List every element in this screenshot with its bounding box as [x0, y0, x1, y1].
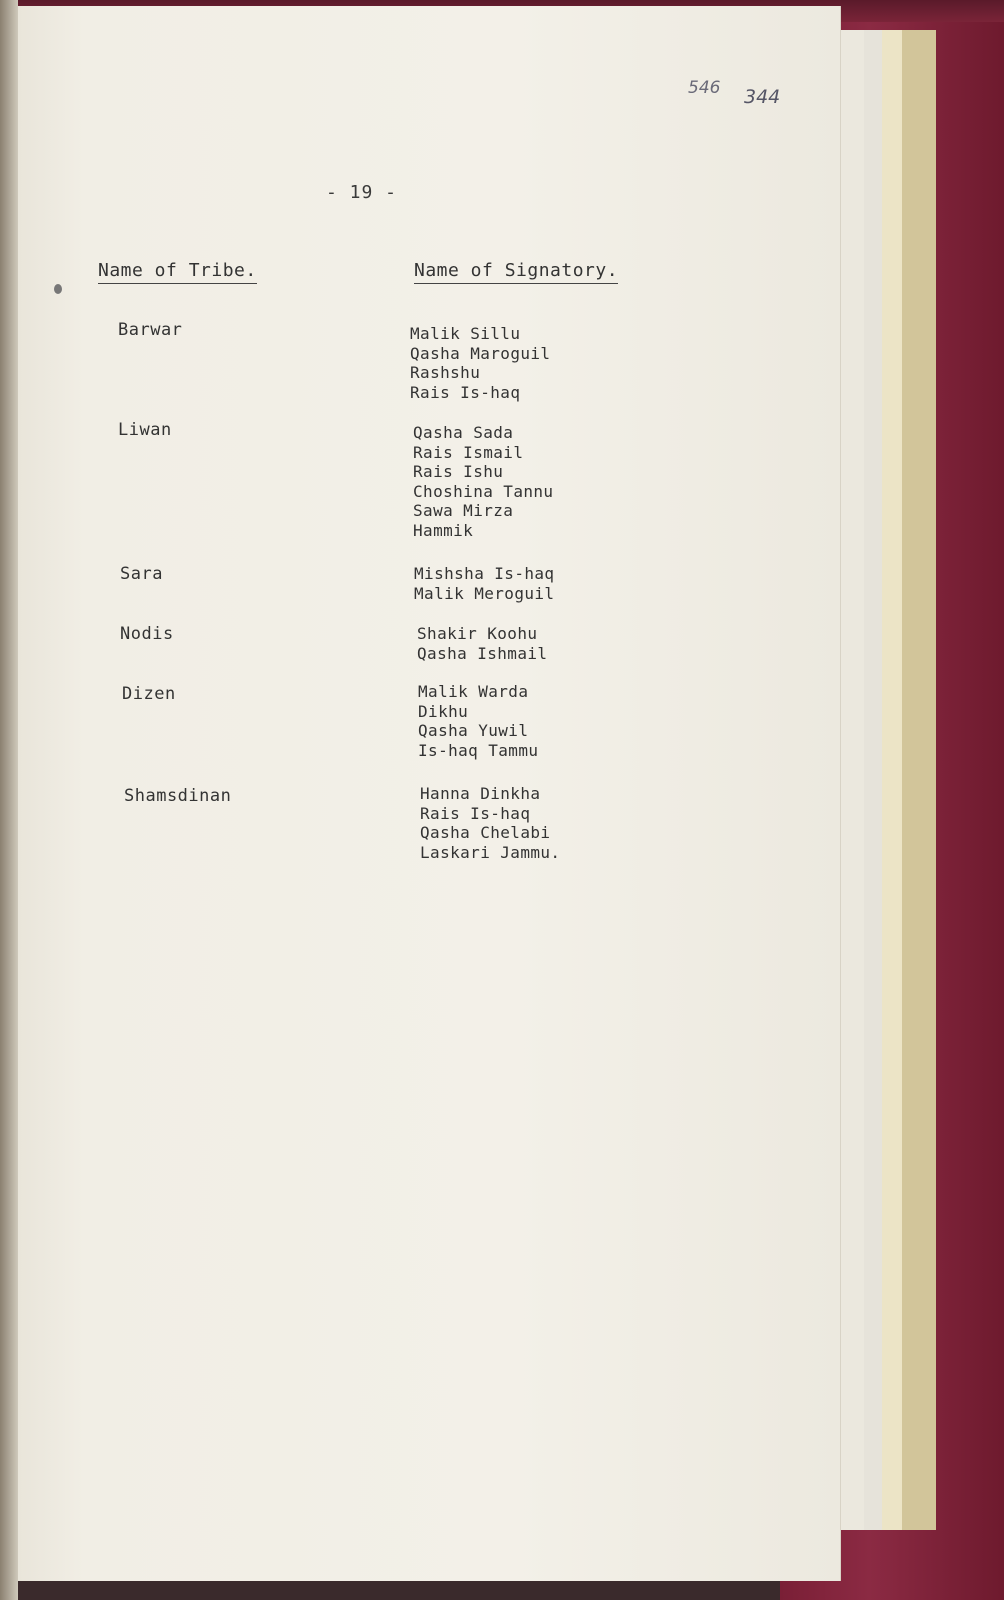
signatory: Is-haq Tammu	[418, 740, 539, 760]
signatory: Malik Warda	[418, 682, 529, 701]
signatory: Rais Ishu	[413, 462, 504, 481]
header-tribe: Name of Tribe.	[98, 260, 257, 284]
folio-number-secondary: 344	[744, 86, 781, 108]
page-number: - 19 -	[326, 182, 398, 203]
signatory-list	[420, 784, 560, 862]
signatory: Mishsha Is-haq	[414, 564, 555, 583]
signatory-list	[414, 564, 554, 603]
signatory: Laskari Jammu.	[420, 842, 561, 862]
signatory: Qasha Maroguil	[410, 343, 551, 363]
signatory: Qasha Sada	[413, 423, 514, 442]
signatory-list	[417, 624, 547, 663]
left-gutter	[0, 0, 18, 1600]
tribe-name: Barwar	[118, 320, 183, 340]
punch-mark	[54, 284, 62, 294]
tribe-name: Liwan	[118, 420, 172, 440]
tribe-name: Nodis	[120, 624, 174, 644]
signatory: Rais Ismail	[413, 442, 524, 462]
signatory: Choshina Tannu	[413, 481, 554, 501]
signatory: Shakir Koohu	[417, 624, 538, 643]
page-edge	[880, 30, 902, 1530]
signatory: Hammik	[413, 520, 474, 540]
signatory: Qasha Chelabi	[420, 823, 551, 842]
signatory: Rais Is-haq	[420, 803, 531, 823]
signatory: Hanna Dinkha	[420, 784, 541, 803]
signatory: Dikhu	[418, 701, 469, 721]
signatory-list	[418, 682, 538, 760]
tribe-name: Shamsdinan	[124, 786, 232, 806]
tribe-name: Dizen	[122, 684, 176, 704]
signatory-list	[410, 324, 550, 402]
folio-number: 546	[688, 78, 721, 98]
signatory: Rashshu	[410, 363, 481, 382]
signatory: Qasha Ishmail	[417, 643, 548, 663]
signatory-list	[413, 423, 553, 540]
signatory: Malik Sillu	[410, 324, 521, 343]
document-page	[18, 6, 841, 1581]
header-signatory: Name of Signatory.	[414, 260, 618, 284]
signatory: Rais Is-haq	[410, 382, 521, 402]
signatory: Qasha Yuwil	[418, 721, 529, 740]
page-edge	[900, 30, 936, 1530]
signatory: Malik Meroguil	[414, 583, 555, 603]
signatory: Sawa Mirza	[413, 501, 514, 520]
tribe-name: Sara	[120, 564, 163, 584]
